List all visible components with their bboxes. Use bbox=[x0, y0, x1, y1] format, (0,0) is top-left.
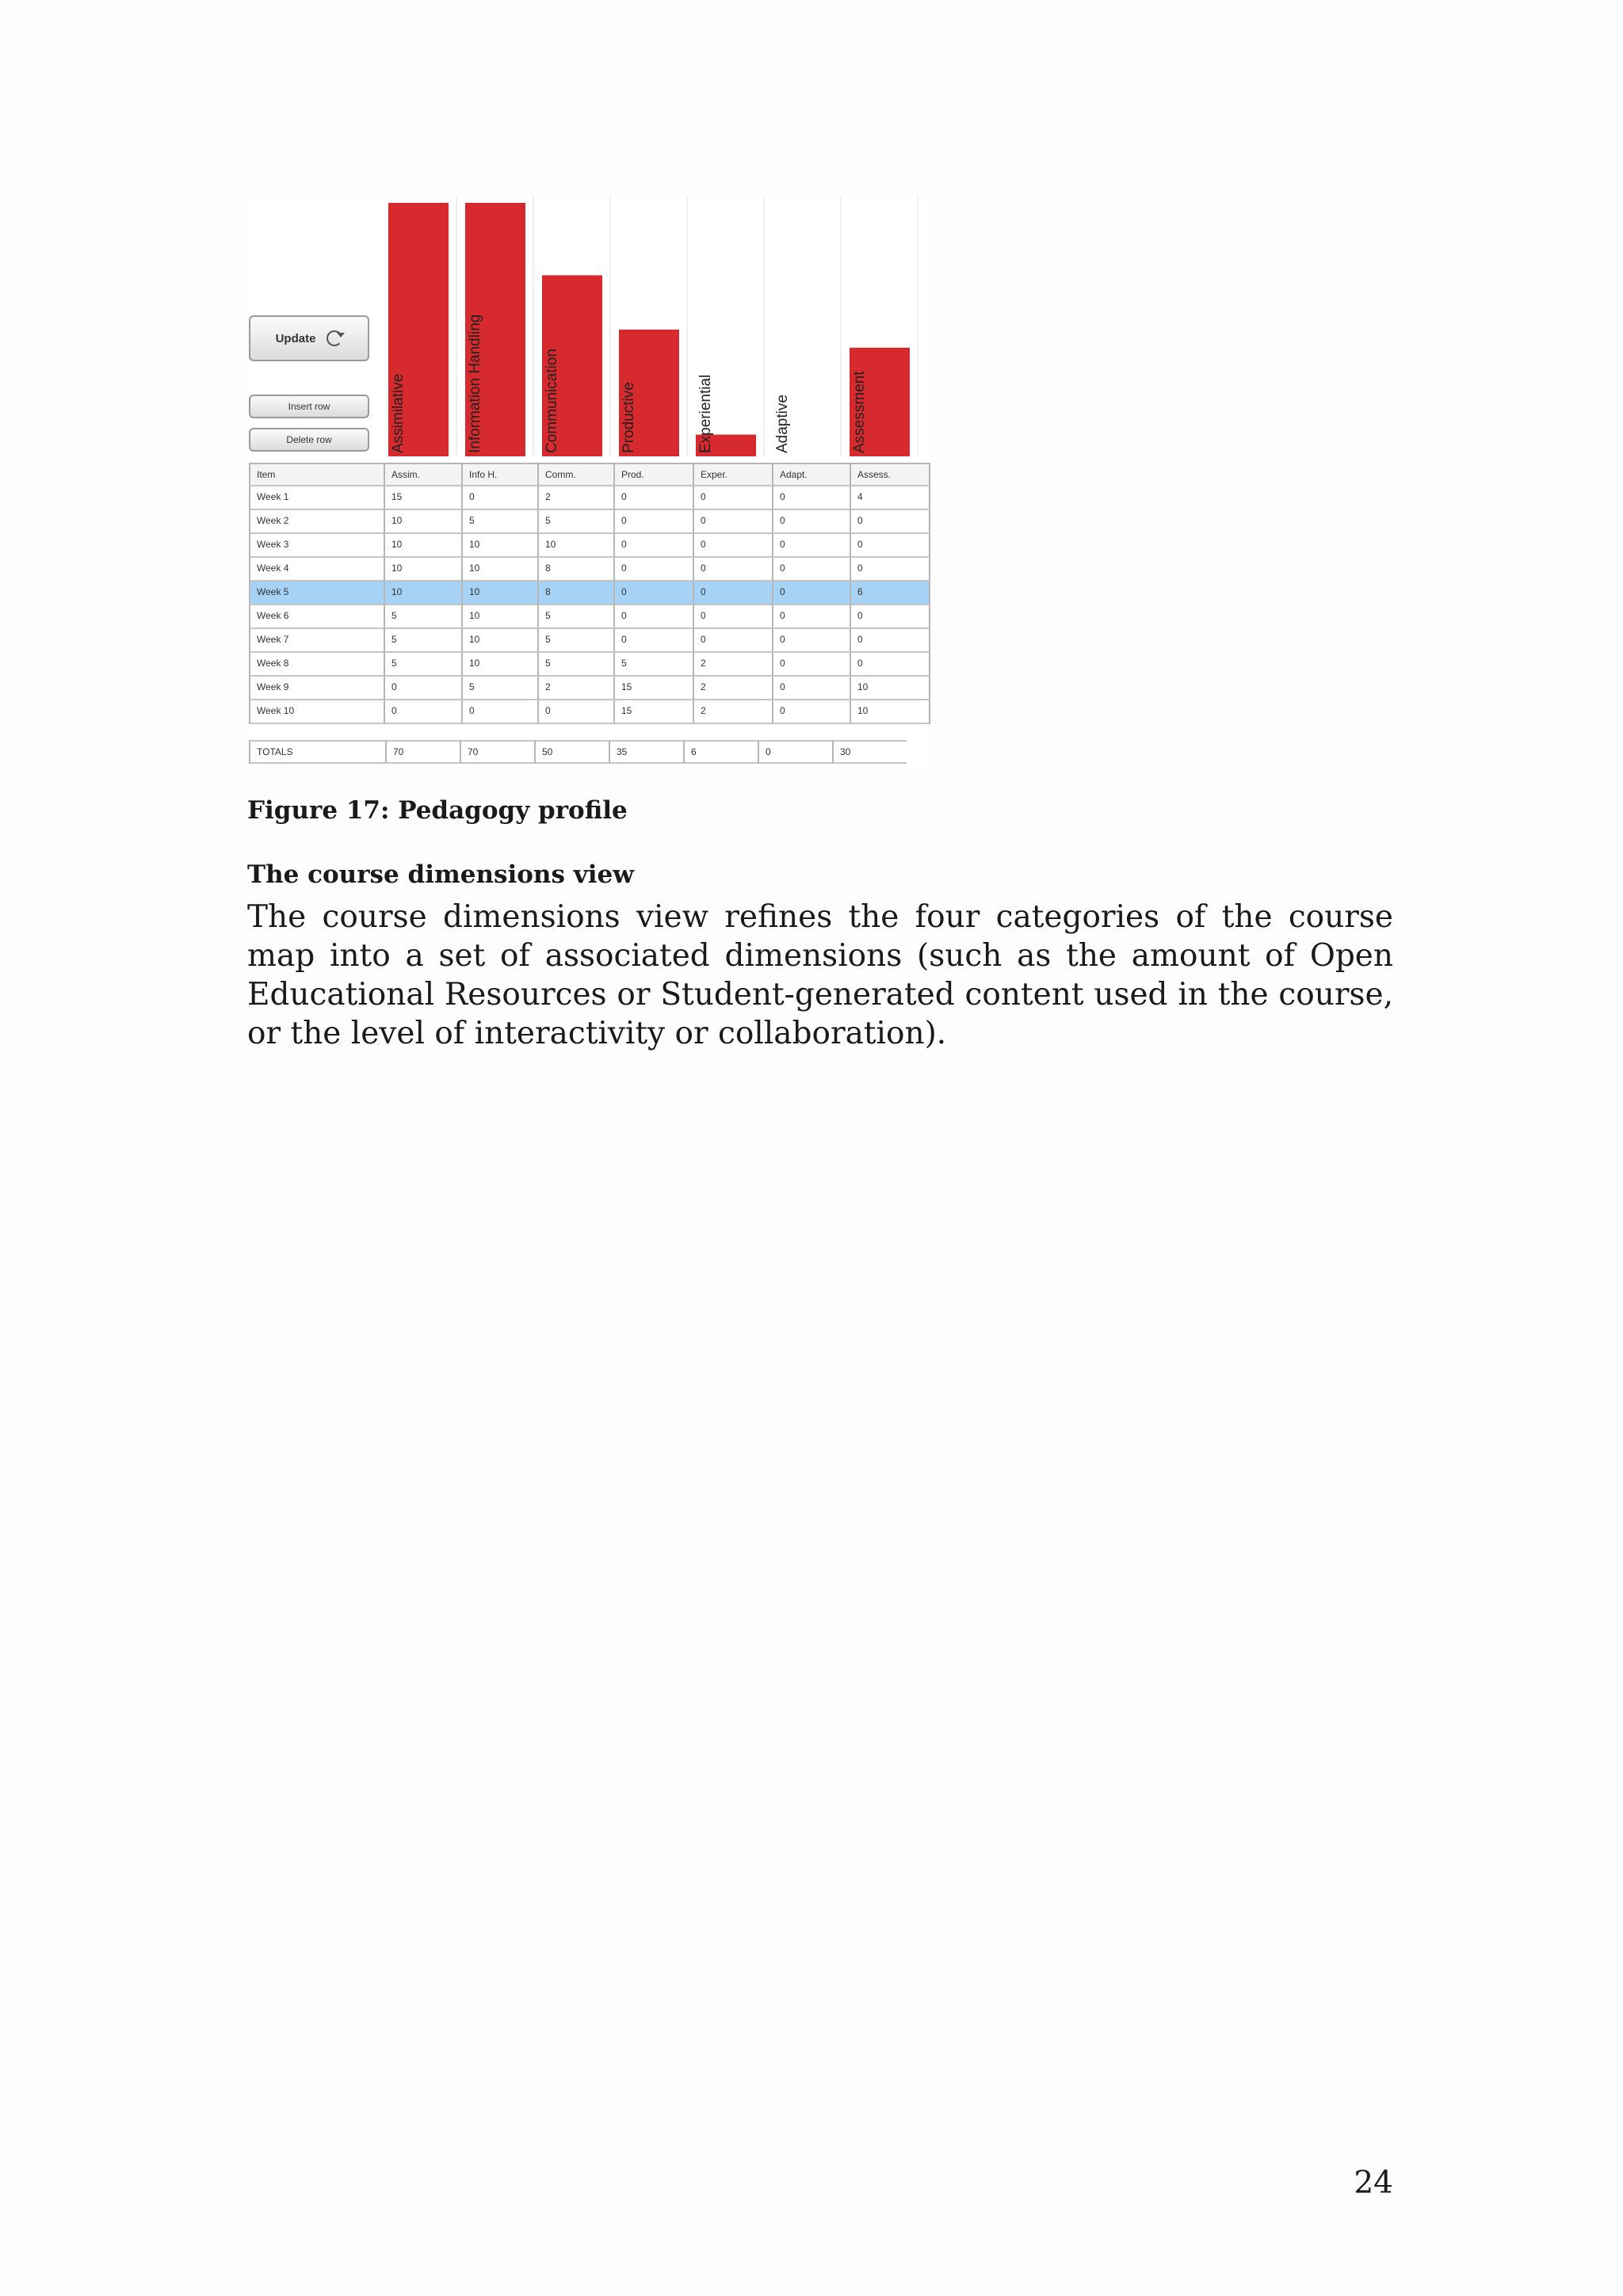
grid-cell[interactable]: 0 bbox=[615, 510, 694, 534]
bar-label: Adaptive bbox=[774, 395, 791, 453]
grid-cell[interactable]: 10 bbox=[463, 653, 539, 677]
bar-label: Productive bbox=[621, 382, 637, 453]
table-row[interactable] bbox=[249, 629, 930, 653]
grid-cell[interactable]: 0 bbox=[773, 486, 851, 510]
grid-cell[interactable]: Week 4 bbox=[249, 558, 385, 582]
grid-cell[interactable]: Assim. bbox=[385, 463, 463, 486]
page-number: 24 bbox=[1354, 2165, 1393, 2201]
grid-cell[interactable]: Week 1 bbox=[249, 486, 385, 510]
grid-cell[interactable]: Info H. bbox=[463, 463, 539, 486]
grid-cell[interactable]: 0 bbox=[773, 605, 851, 629]
grid-cell[interactable]: 10 bbox=[463, 534, 539, 558]
section-heading: The course dimensions view bbox=[247, 860, 634, 889]
grid-cell[interactable]: 10 bbox=[463, 582, 539, 605]
grid-cell[interactable]: 0 bbox=[773, 534, 851, 558]
grid-cell[interactable]: 0 bbox=[694, 629, 773, 653]
grid-cell[interactable]: 0 bbox=[463, 486, 539, 510]
table-row[interactable] bbox=[249, 677, 930, 700]
grid-cell[interactable]: 10 bbox=[385, 558, 463, 582]
bar-label: Information Handling bbox=[467, 314, 483, 453]
grid-cell[interactable]: Week 10 bbox=[249, 700, 385, 724]
grid-cell[interactable]: 0 bbox=[615, 558, 694, 582]
totals-cell: 0 bbox=[758, 740, 832, 764]
grid-cell[interactable]: 6 bbox=[851, 582, 930, 605]
grid-cell[interactable]: 0 bbox=[773, 653, 851, 677]
totals-cell: 70 bbox=[460, 740, 534, 764]
grid-cell[interactable]: Week 8 bbox=[249, 653, 385, 677]
bar-label: Experiential bbox=[697, 374, 714, 453]
grid-cell[interactable]: 0 bbox=[615, 486, 694, 510]
grid-cell[interactable]: 0 bbox=[385, 700, 463, 724]
delete-row-button[interactable]: Delete row bbox=[249, 428, 369, 452]
grid-cell[interactable]: 15 bbox=[615, 700, 694, 724]
bar-label: Assessment bbox=[851, 371, 868, 453]
grid-cell[interactable]: 2 bbox=[694, 677, 773, 700]
grid-cell[interactable]: 5 bbox=[463, 510, 539, 534]
totals-cell: 50 bbox=[534, 740, 609, 764]
totals-row bbox=[249, 740, 907, 764]
grid-cell[interactable]: 0 bbox=[773, 700, 851, 724]
grid-cell[interactable]: 5 bbox=[615, 653, 694, 677]
grid-cell[interactable]: 8 bbox=[539, 558, 615, 582]
grid-cell[interactable]: 0 bbox=[463, 700, 539, 724]
grid-cell[interactable]: 0 bbox=[615, 534, 694, 558]
grid-cell[interactable]: 0 bbox=[773, 677, 851, 700]
grid-cell[interactable]: 2 bbox=[694, 700, 773, 724]
grid-cell[interactable]: 0 bbox=[851, 510, 930, 534]
table-row[interactable] bbox=[249, 582, 930, 605]
grid-cell[interactable]: Adapt. bbox=[773, 463, 851, 486]
grid-header-row[interactable] bbox=[249, 463, 930, 486]
grid-cell[interactable]: 5 bbox=[463, 677, 539, 700]
grid-cell[interactable]: Week 5 bbox=[249, 582, 385, 605]
grid-cell[interactable]: 10 bbox=[385, 534, 463, 558]
grid-cell[interactable]: 0 bbox=[385, 677, 463, 700]
totals-cell: 6 bbox=[683, 740, 758, 764]
grid-cell[interactable]: 2 bbox=[694, 653, 773, 677]
grid-cell[interactable]: 0 bbox=[851, 534, 930, 558]
grid-cell[interactable]: 10 bbox=[539, 534, 615, 558]
grid-cell[interactable]: 0 bbox=[615, 582, 694, 605]
table-row[interactable] bbox=[249, 558, 930, 582]
grid-cell[interactable]: 10 bbox=[463, 629, 539, 653]
pedagogy-data-grid bbox=[249, 463, 930, 724]
grid-cell[interactable]: Week 6 bbox=[249, 605, 385, 629]
grid-cell[interactable]: 0 bbox=[694, 558, 773, 582]
table-row[interactable] bbox=[249, 510, 930, 534]
grid-cell[interactable]: Prod. bbox=[615, 463, 694, 486]
grid-cell[interactable]: 0 bbox=[773, 558, 851, 582]
grid-cell[interactable]: 4 bbox=[851, 486, 930, 510]
grid-cell[interactable]: 0 bbox=[851, 605, 930, 629]
grid-cell[interactable]: Item bbox=[249, 463, 385, 486]
grid-cell[interactable]: Week 3 bbox=[249, 534, 385, 558]
grid-cell[interactable]: 0 bbox=[851, 629, 930, 653]
grid-cell[interactable]: 0 bbox=[851, 653, 930, 677]
grid-cell[interactable]: 10 bbox=[463, 558, 539, 582]
grid-cell[interactable]: 0 bbox=[694, 534, 773, 558]
table-row[interactable] bbox=[249, 605, 930, 629]
insert-row-button[interactable]: Insert row bbox=[249, 395, 369, 418]
grid-cell[interactable]: 10 bbox=[851, 700, 930, 724]
bar-label: Communication bbox=[544, 349, 560, 453]
table-row[interactable] bbox=[249, 486, 930, 510]
grid-cell[interactable]: 2 bbox=[539, 486, 615, 510]
table-row[interactable] bbox=[249, 653, 930, 677]
grid-cell[interactable]: 8 bbox=[539, 582, 615, 605]
totals-cell: 30 bbox=[832, 740, 907, 764]
grid-cell[interactable]: 10 bbox=[851, 677, 930, 700]
grid-cell[interactable]: 0 bbox=[694, 582, 773, 605]
grid-cell[interactable]: Week 9 bbox=[249, 677, 385, 700]
grid-cell[interactable]: Week 7 bbox=[249, 629, 385, 653]
grid-cell[interactable]: 0 bbox=[851, 558, 930, 582]
grid-cell[interactable]: 5 bbox=[385, 629, 463, 653]
update-button-label: Update bbox=[275, 331, 316, 345]
table-row[interactable] bbox=[249, 700, 930, 724]
figure-caption: Figure 17: Pedagogy profile bbox=[247, 796, 628, 825]
grid-cell[interactable]: Comm. bbox=[539, 463, 615, 486]
grid-cell[interactable]: 5 bbox=[539, 605, 615, 629]
grid-cell[interactable]: 5 bbox=[385, 605, 463, 629]
grid-cell[interactable]: 0 bbox=[773, 582, 851, 605]
update-button[interactable] bbox=[249, 315, 369, 361]
grid-cell[interactable]: 0 bbox=[694, 486, 773, 510]
grid-cell[interactable]: 10 bbox=[463, 605, 539, 629]
grid-cell[interactable]: Assess. bbox=[851, 463, 930, 486]
grid-cell[interactable]: 5 bbox=[539, 629, 615, 653]
grid-cell[interactable]: 0 bbox=[615, 629, 694, 653]
refresh-icon bbox=[327, 330, 342, 346]
grid-cell[interactable]: 10 bbox=[385, 582, 463, 605]
table-row[interactable] bbox=[249, 534, 930, 558]
pedagogy-profile-figure bbox=[247, 196, 930, 767]
grid-cell[interactable]: Week 2 bbox=[249, 510, 385, 534]
grid-cell[interactable]: 0 bbox=[694, 510, 773, 534]
grid-cell[interactable]: 0 bbox=[694, 605, 773, 629]
grid-cell[interactable]: 10 bbox=[385, 510, 463, 534]
totals-label: TOTALS bbox=[249, 740, 385, 764]
grid-cell[interactable]: 0 bbox=[615, 605, 694, 629]
bar-label: Assimilative bbox=[390, 373, 407, 453]
grid-cell[interactable]: 15 bbox=[385, 486, 463, 510]
grid-cell[interactable]: Exper. bbox=[694, 463, 773, 486]
totals-cell: 35 bbox=[609, 740, 683, 764]
grid-cell[interactable]: 5 bbox=[539, 653, 615, 677]
grid-cell[interactable]: 0 bbox=[773, 510, 851, 534]
grid-cell[interactable]: 5 bbox=[539, 510, 615, 534]
grid-cell[interactable]: 15 bbox=[615, 677, 694, 700]
grid-cell[interactable]: 0 bbox=[773, 629, 851, 653]
grid-cell[interactable]: 0 bbox=[539, 700, 615, 724]
totals-cell: 70 bbox=[385, 740, 460, 764]
body-paragraph: The course dimensions view refines the four categories of the course map into a set of associated dimensions (such as the amount of Open Educational Resources or Student-generated content used in the course, or the level of interactivity or collaboration). bbox=[247, 899, 1393, 1051]
grid-cell[interactable]: 2 bbox=[539, 677, 615, 700]
grid-cell[interactable]: 5 bbox=[385, 653, 463, 677]
